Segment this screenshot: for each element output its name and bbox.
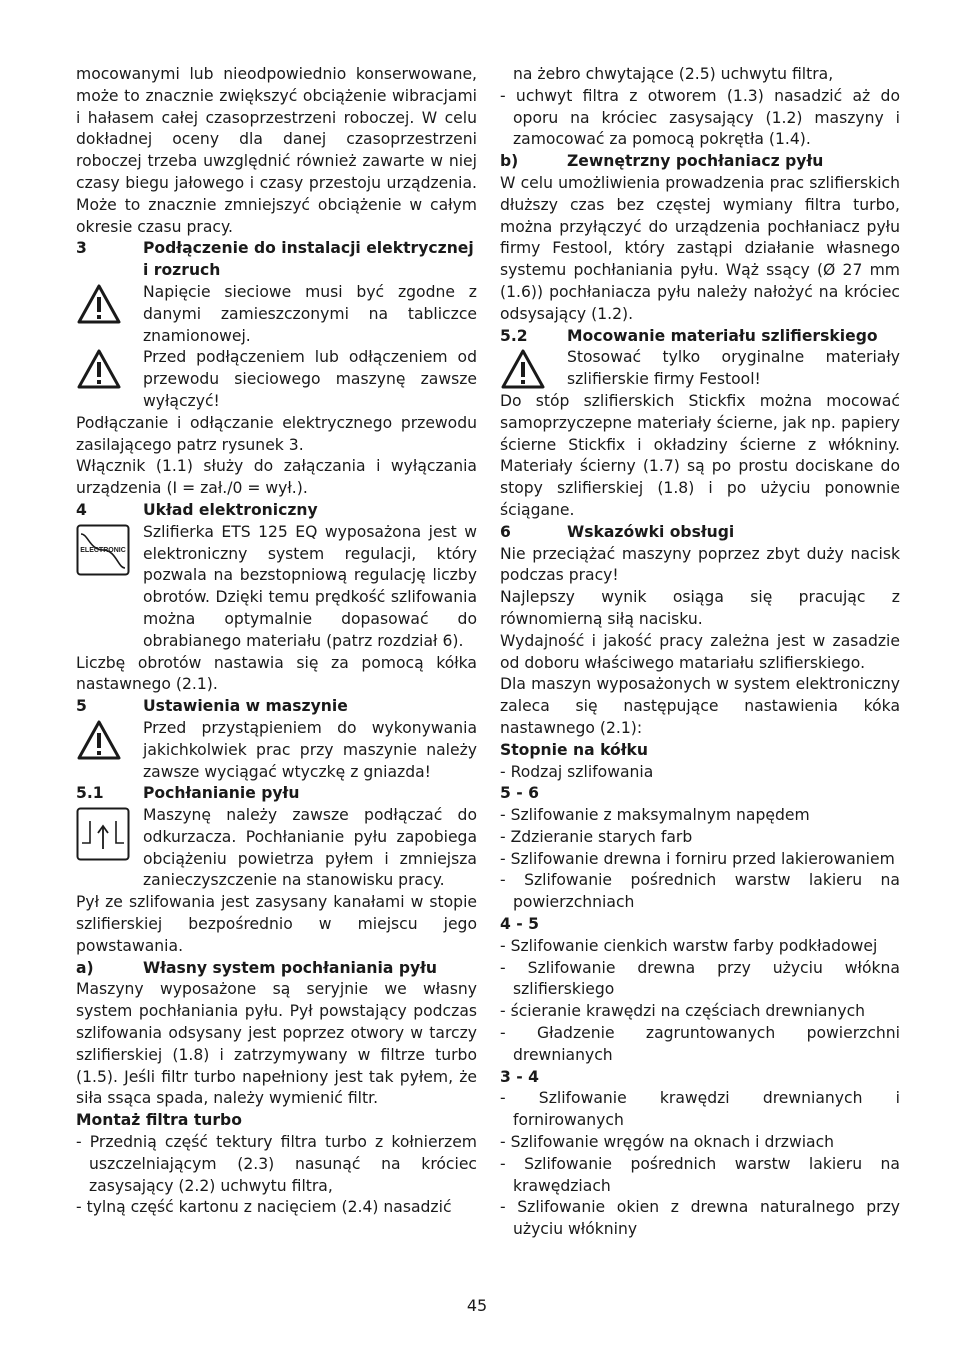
list-item: - Szlifowanie pośrednich warstw lakieru na powierzchniach xyxy=(500,871,900,912)
stage-list xyxy=(500,1088,900,1241)
section-5-heading: 5 Ustawienia w maszynie xyxy=(76,697,348,716)
section-b-heading: b) Zewnętrzny pochłaniacz pyłu xyxy=(500,152,824,171)
electronic-icon-label: ELECTRONIC xyxy=(80,546,126,554)
list-continuation: na żebro chwytające (2.5) uchwytu filtra, xyxy=(513,65,834,83)
list-item: - Szlifowanie cienkich warstw farby podkładowej xyxy=(500,936,878,955)
list-item: - Szlifowanie krawędzi drewnianych i fornirowanych xyxy=(500,1089,900,1130)
intro-paragraph: mocowanymi lub nieodpowiednio konserwowane, może to znacznie zwiększyć obciążenie wibracjami i hałasem całej czasoprzestrzeni roboczej. W celu dokładnej oceny dla danej czasoprzestrzeni roboczej trzeba uwzględnić również zawarte w niej czasy biegu jałowego i czasy przestoju urządzenia. Może to znacznie zmniejszyć obciążenie w całym okresie czasu pracy. xyxy=(76,65,477,236)
section-a-heading: a) Własny system pochłaniania pyłu xyxy=(76,958,438,977)
list-item: - uchwyt filtra z otworem (1.3) nasadzić aż do oporu na króciec zasysający (1.2) maszyny i zamocować za pomocą pokrętła (1.4). xyxy=(500,86,900,149)
list-item: - Szlifowanie okien z drewna naturalnego przy użyciu włókniny xyxy=(500,1198,900,1239)
section-5-2-heading: 5.2 Mocowanie materiału szlifierskiego xyxy=(500,326,878,345)
warning-triangle-icon xyxy=(76,719,122,761)
section-3-heading: 3 Podłączenie do instalacji elektrycznej i rozruch xyxy=(76,239,474,280)
stage-label: 5 - 6 xyxy=(500,784,540,803)
mount-list xyxy=(76,1132,477,1219)
electronic-icon xyxy=(76,524,130,576)
warning-triangle-icon xyxy=(76,348,122,390)
list-item: - Przednią część tektury filtra turbo z kołnierzem uszczelniającym (2.3) nasunąć na króciec zasysający (2.2) uchwytu filtra, xyxy=(76,1133,477,1195)
right-column: na żebro chwytające (2.5) uchwytu filtra, - uchwyt filtra z otworem (1.3) nasadzić aż do oporu na króciec zasysający (1.2) maszyny i zamocować za pomocą pokrętła (1.4). b) Zewnętrzny pochłaniacz pyłu W celu umożliwienia prowadzenia prac szlifierskich dłuższy czas bez częstej wymiany filtra turbo, można przyłączyć do urządzenia pochłaniacz pyłu firmy Festool, który zastąpi działanie własnego systemu pochłaniania pyłu. Wąż ssący (Ø 27 mm (1.6)) pochłaniacza pyłu należy nałożyć na króciec odsysający (1.2). 5.2 Mocowanie materiału szlifierskiego Stosować tylko oryginalne materiały szlifierskie firmy Festool! Do stóp szlifierskich Stickfix można mocować samoprzyczepne materiały ścierne, jak np. papiery ścierne Stickfix i okładziny ścierne z włókniny. Materiały ścierny (1.7) są po prostu dociskane do stopy szlifierskiej (1.8) i po użyciu ponownie ściągane. 6 Wskazówki obsługi Nie przeciążać maszyny poprzez zbyt duży nacisk podczas pracy! Najlepszy wynik osiąga się pracując z równomierną siłą nacisku. Wydajność i jakość pracy zależna jest w zasadzie od doboru właściwego matariału szlifierskiego. Dla maszyn wyposażonych w system elektroniczny zaleca się następujące nastawienia kóka nastawnego (2.1): Stopnie na kółku - Rodzaj szlifowania 5 - 6 - Szlifowanie z maksymalnym napędem - Zdzieranie starych farb - Szlifowanie drewna i forniru przed lakierowaniem - Szlifowanie pośrednich warstw lakieru na powierzchniach 4 - 5 - Szlifowanie cienkich warstw farby podkładowej - Szlifowanie drewna przy użyciu włókna szlifierskiego - ścieranie krawędzi na częściach drewnianych - Gładzenie zagruntowanych powierzchni drewnianych 3 - 4 - Szlifowanie krawędzi drewnianych i fornirowanych - Szlifowanie wręgów na oknach i drzwiach - Szlifowanie pośrednich warstw lakieru na krawędziach - Szlifowanie okien z drewna naturalnego przy użyciu włókniny xyxy=(500,64,900,1241)
warning-block: Napięcie sieciowe musi być zgodne z danymi zamieszczonymi na tabliczce znamionowej. xyxy=(76,282,477,347)
section-4-heading: 4 Układ elektroniczny xyxy=(76,500,318,519)
subheading: Stopnie na kółku xyxy=(500,740,648,759)
page-number: 45 xyxy=(466,1296,488,1315)
stage-label: 4 - 5 xyxy=(500,915,540,934)
list-item: - Zdzieranie starych farb xyxy=(500,827,693,846)
list-item: - Szlifowanie pośrednich warstw lakieru na krawędziach xyxy=(500,1154,900,1195)
stage-label: 3 - 4 xyxy=(500,1067,540,1086)
list-item: - Szlifowanie z maksymalnym napędem xyxy=(500,806,810,825)
list-item: - Gładzenie zagruntowanych powierzchni drewnianych xyxy=(500,1024,900,1064)
warning-triangle-icon xyxy=(500,348,546,390)
section-5-1-heading: 5.1 Pochłanianie pyłu xyxy=(76,784,300,803)
list-item: - Szlifowanie drewna i forniru przed lakierowaniem xyxy=(500,849,895,868)
stage-list xyxy=(500,805,900,914)
list-item: - Rodzaj szlifowania xyxy=(500,762,654,781)
list-item: - Szlifowanie drewna przy użyciu włókna szlifierskiego xyxy=(500,958,900,999)
list-item: - tylną część kartonu z nacięciem (2.4) nasadzić xyxy=(76,1198,452,1217)
section-6-heading: 6 Wskazówki obsługi xyxy=(500,522,735,541)
stage-list xyxy=(500,936,900,1067)
warning-triangle-icon xyxy=(76,283,122,325)
list-item: - Szlifowanie wręgów na oknach i drzwiach xyxy=(500,1133,835,1152)
list-item: - ścieranie krawędzi na częściach drewnianych xyxy=(500,1002,866,1021)
left-column: mocowanymi lub nieodpowiednio konserwowane, może to znacznie zwiększyć obciążenie wibracjami i hałasem całej czasoprzestrzeni roboczej. W celu dokładnej oceny dla danej czasoprzestrzeni roboczej trzeba uwzględnić również zawarte w niej czasy biegu jałowego i czasy przestoju urządzenia. Może to znacznie zmniejszyć obciążenie w całym okresie czasu pracy. 3 Podłączenie do instalacji elektrycznej i rozruch Napięcie sieciowe musi być zgodne z danymi zamieszczonymi na tabliczce znamionowej. Przed podłączeniem lub odłączeniem od przewodu sieciowego maszynę zawsze wyłączyć! Podłączanie i odłączanie elektrycznego przewodu zasilającego patrz rysunek 3. Włącznik (1.1) służy do załączania i wyłączania urządzenia (I = zał./0 = wył.). 4 Układ elektroniczny ELECTRONIC Szlifierka ETS 125 EQ wyposażona jest w elektroniczny system regulacji, który pozwala na bezstopniową regulację liczby obrotów. Dzięki temu prędkość szlifowania można optymalnie dopasować do obrabianego materiału (patrz rozdział 6). Liczbę obrotów nastawia się za pomocą kółka nastawnego (2.1). 5 Ustawienia w maszynie Przed przystąpieniem do wykonywania jakichkolwiek prac przy maszynie należy zawsze wyciągać wtyczkę z gniazda! 5.1 Pochłanianie pyłu Maszynę należy zawsze podłączać do odkurzacza. Pochłanianie pyłu zapobiega obciążeniu powietrza pyłem i zmniejsza zanieczyszczenie na stanowisku pracy. Pył ze szlifowania jest zasysany kanałami w stopie szlifierskiej bezpośrednio w miejscu jego powstawania. a) Własny system pochłaniania pyłu Maszyny wyposażone są seryjnie we własny system pochłaniania pyłu. Pył powstający podczas szlifowania odsysany jest poprzez otwory w tarczy szlifierskiej (1.8) i zatrzymywany w filtrze turbo (1.5). Jeśli filtr turbo napełniony jest tak pyłem, że siła ssąca spada, należy wymienić filtr. Montaż filtra turbo - Przednią część tektury filtra turbo z kołnierzem uszczelniającym (2.3) nasunąć na króciec zasysający (2.2) uchwytu filtra, - tylną część kartonu z nacięciem (2.4) nasadzić xyxy=(76,64,477,1219)
dust-extraction-icon xyxy=(76,807,130,861)
subheading: Montaż filtra turbo xyxy=(76,1111,242,1130)
warning-block: Przed podłączeniem lub odłączeniem od przewodu sieciowego maszynę zawsze wyłączyć! xyxy=(76,347,477,412)
